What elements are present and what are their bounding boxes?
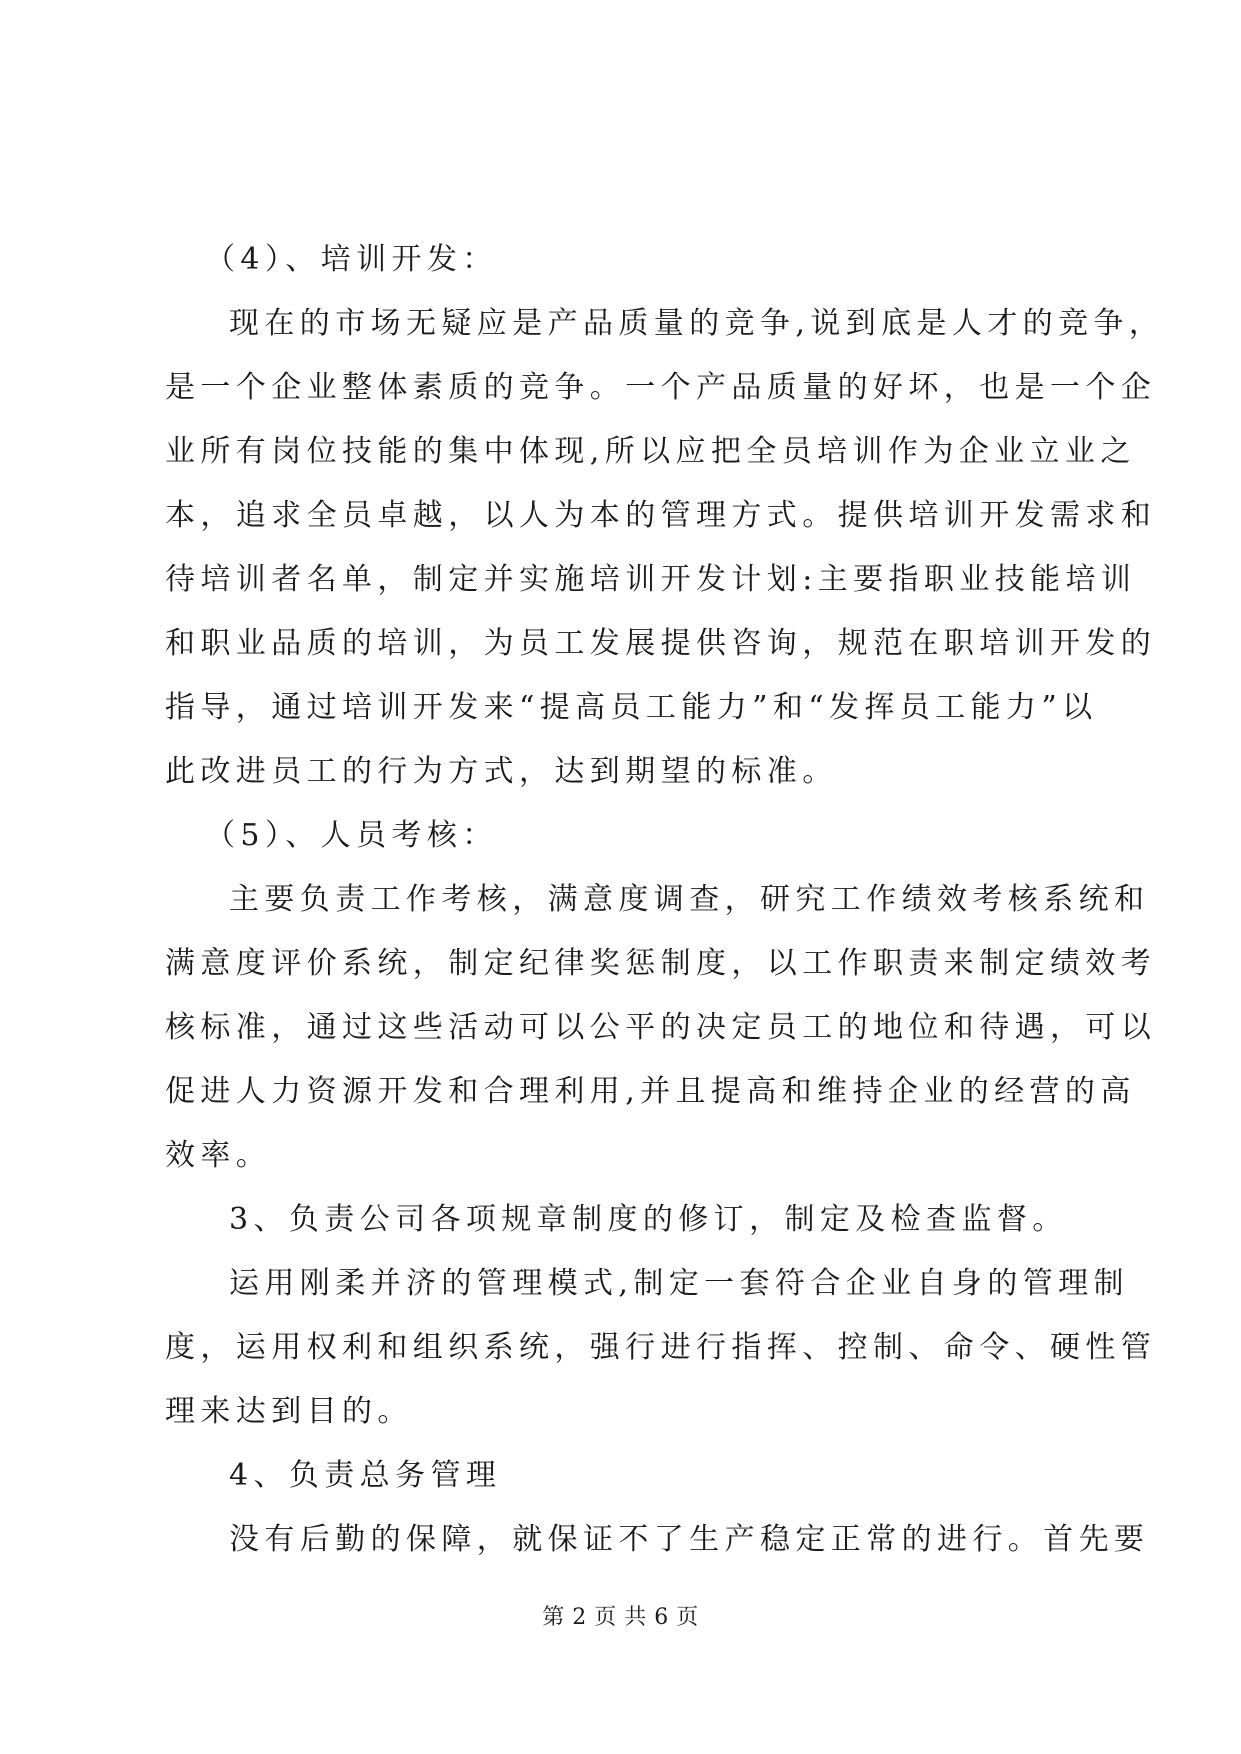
paragraph-line: 促进人力资源开发和合理利用,并且提高和维持企业的经营的高 (165, 1074, 1136, 1109)
paragraph-line: 业所有岗位技能的集中体现,所以应把全员培训作为企业立业之 (165, 434, 1136, 469)
heading-regulations: 3、负责公司各项规章制度的修订，制定及检查监督。 (229, 1202, 1068, 1237)
paragraph-line: 现在的市场无疑应是产品质量的竞争,说到底是人才的竞争， (229, 306, 1165, 341)
paragraph-line: 效率。 (165, 1138, 272, 1173)
page-footer: 第 2 页 共 6 页 (542, 1605, 699, 1630)
paragraph-line: 度，运用权利和组织系统，强行进行指挥、控制、命令、硬性管 (165, 1330, 1157, 1365)
paragraph-line: 理来达到目的。 (165, 1394, 413, 1429)
paragraph-line: 运用刚柔并济的管理模式,制定一套符合企业自身的管理制 (229, 1266, 1129, 1301)
paragraph-line: 满意度评价系统，制定纪律奖惩制度，以工作职责来制定绩效考 (165, 946, 1157, 981)
paragraph-line: 没有后勤的保障，就保证不了生产稳定正常的进行。首先要 (229, 1522, 1150, 1557)
heading-training-development: （4）、培训开发： (205, 242, 498, 277)
paragraph-line: 是一个企业整体素质的竞争。一个产品质量的好坏，也是一个企 (165, 370, 1157, 405)
paragraph-line: 本，追求全员卓越，以人为本的管理方式。提供培训开发需求和 (165, 498, 1157, 533)
paragraph-line: 此改进员工的行为方式，达到期望的标准。 (165, 754, 838, 789)
body-text (165, 228, 1165, 1572)
paragraph-line: 和职业品质的培训，为员工发展提供咨询，规范在职培训开发的 (165, 626, 1157, 661)
heading-personnel-assessment: （5）、人员考核： (205, 818, 498, 853)
paragraph-line: 指导，通过培训开发来“提高员工能力”和“发挥员工能力”以 (165, 690, 1098, 725)
heading-general-affairs: 4、负责总务管理 (229, 1458, 502, 1493)
paragraph-line: 待培训者名单，制定并实施培训开发计划:主要指职业技能培训 (165, 562, 1137, 597)
paragraph-line: 核标准，通过这些活动可以公平的决定员工的地位和待遇，可以 (165, 1010, 1157, 1045)
paragraph-line: 主要负责工作考核，满意度调查，研究工作绩效考核系统和 (229, 882, 1150, 917)
